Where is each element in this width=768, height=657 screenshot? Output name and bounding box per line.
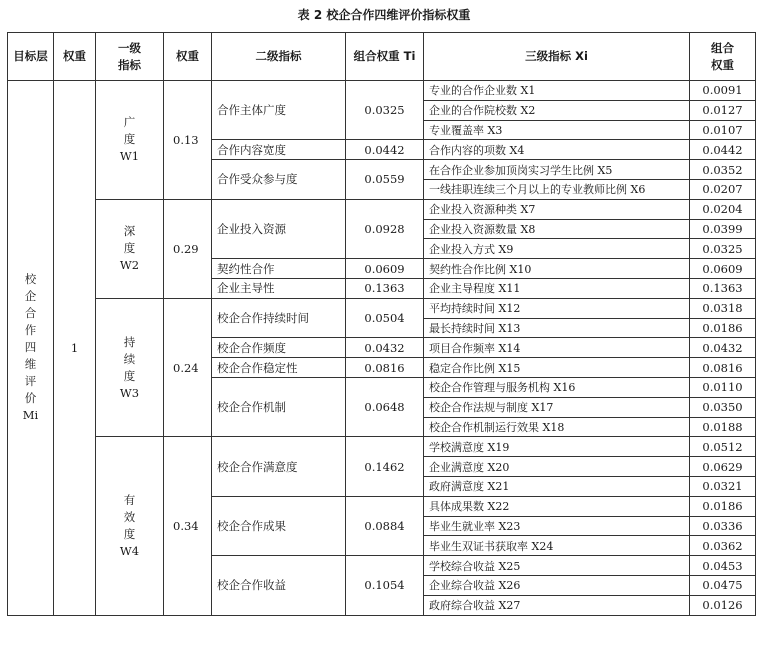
- level3-cell: 校企合作管理与服务机构 X16: [424, 377, 690, 397]
- level3-cell: 政府综合收益 X27: [424, 595, 690, 615]
- level1-char: 效: [123, 509, 136, 524]
- level3-weight-cell: 0.0091: [690, 81, 756, 101]
- level3-weight-cell: 0.0126: [690, 595, 756, 615]
- table-row: [8, 199, 756, 219]
- level2-weight-cell: 0.0432: [346, 338, 424, 358]
- target-char: 评: [24, 374, 37, 389]
- level3-cell: 企业的合作院校数 X2: [424, 100, 690, 120]
- level1-char: 度: [123, 526, 136, 541]
- target-char: 合: [24, 306, 37, 321]
- level3-cell: 企业投入资源数量 X8: [424, 219, 690, 239]
- target-char: 价: [24, 391, 37, 406]
- level2-weight-cell: 0.1363: [346, 278, 424, 298]
- header-level2: 二级指标: [212, 33, 346, 81]
- level3-cell: 专业覆盖率 X3: [424, 120, 690, 140]
- level3-cell: 学校满意度 X19: [424, 437, 690, 457]
- table-row: [8, 298, 756, 318]
- level3-cell: 学校综合收益 X25: [424, 556, 690, 576]
- level1-char: 深: [123, 224, 136, 239]
- level2-cell: 校企合作机制: [212, 377, 346, 436]
- level3-weight-cell: 0.0336: [690, 516, 756, 536]
- header-target-layer: 目标层: [8, 33, 54, 81]
- level3-cell: 毕业生双证书获取率 X24: [424, 536, 690, 556]
- header-level1-line1: 一级: [118, 40, 141, 55]
- level3-cell: 合作内容的项数 X4: [424, 140, 690, 160]
- level2-cell: 合作受众参与度: [212, 160, 346, 200]
- level1-char: 广: [123, 115, 136, 130]
- level3-cell: 一线挂职连续三个月以上的专业教师比例 X6: [424, 179, 690, 199]
- level1-char: W4: [119, 543, 140, 558]
- target-char: 四: [24, 340, 37, 355]
- level2-cell: 校企合作收益: [212, 556, 346, 615]
- table-row: [8, 437, 756, 457]
- level2-weight-cell: 0.0648: [346, 377, 424, 436]
- level3-weight-cell: 0.0186: [690, 496, 756, 516]
- level3-cell: 政府满意度 X21: [424, 476, 690, 496]
- level3-weight-cell: 0.0318: [690, 298, 756, 318]
- header-row: [8, 33, 756, 81]
- level3-weight-cell: 0.0629: [690, 457, 756, 477]
- target-char: 校: [24, 272, 37, 287]
- level3-weight-cell: 0.1363: [690, 278, 756, 298]
- target-layer-cell: [8, 81, 54, 616]
- level3-weight-cell: 0.0350: [690, 397, 756, 417]
- level2-weight-cell: 0.0609: [346, 259, 424, 279]
- level1-cell: [96, 437, 164, 615]
- level1-char: 度: [123, 368, 136, 383]
- level2-weight-cell: 0.1462: [346, 437, 424, 496]
- level3-weight-cell: 0.0609: [690, 259, 756, 279]
- level3-weight-cell: 0.0362: [690, 536, 756, 556]
- target-char: 作: [24, 323, 37, 338]
- level2-cell: 校企合作满意度: [212, 437, 346, 496]
- level1-cell: [96, 298, 164, 437]
- level3-cell: 企业满意度 X20: [424, 457, 690, 477]
- level2-weight-cell: 0.1054: [346, 556, 424, 615]
- header-combined-line1: 组合: [711, 40, 734, 55]
- level3-cell: 校企合作机制运行效果 X18: [424, 417, 690, 437]
- level3-weight-cell: 0.0432: [690, 338, 756, 358]
- level3-cell: 毕业生就业率 X23: [424, 516, 690, 536]
- level3-weight-cell: 0.0207: [690, 179, 756, 199]
- level3-weight-cell: 0.0127: [690, 100, 756, 120]
- target-char: Mi: [22, 408, 39, 423]
- target-weight-cell: 1: [54, 81, 96, 616]
- level3-cell: 企业综合收益 X26: [424, 575, 690, 595]
- level3-weight-cell: 0.0188: [690, 417, 756, 437]
- level1-weight-cell: 0.24: [164, 298, 212, 437]
- level2-weight-cell: 0.0884: [346, 496, 424, 555]
- table-caption: 表 2 校企合作四维评价指标权重: [297, 8, 471, 22]
- level3-cell: 契约性合作比例 X10: [424, 259, 690, 279]
- level1-char: 持: [123, 334, 136, 349]
- level2-cell: 合作主体广度: [212, 81, 346, 140]
- level2-cell: 契约性合作: [212, 259, 346, 279]
- level3-cell: 具体成果数 X22: [424, 496, 690, 516]
- header-combined-weight-ti: 组合权重 Ti: [346, 33, 424, 81]
- level2-cell: 企业主导性: [212, 278, 346, 298]
- level1-char: 续: [123, 351, 136, 366]
- level1-char: W2: [119, 258, 140, 273]
- level2-cell: 校企合作稳定性: [212, 358, 346, 378]
- header-level1: [96, 33, 164, 81]
- level2-cell: 校企合作持续时间: [212, 298, 346, 338]
- level3-weight-cell: 0.0399: [690, 219, 756, 239]
- level1-cell: [96, 81, 164, 200]
- table-row: [8, 81, 756, 101]
- level3-weight-cell: 0.0352: [690, 160, 756, 180]
- level3-cell: 平均持续时间 X12: [424, 298, 690, 318]
- level3-cell: 企业主导程度 X11: [424, 278, 690, 298]
- level2-weight-cell: 0.0559: [346, 160, 424, 200]
- level2-cell: 企业投入资源: [212, 199, 346, 258]
- level2-weight-cell: 0.0504: [346, 298, 424, 338]
- index-weight-table: [7, 32, 756, 616]
- level3-weight-cell: 0.0475: [690, 575, 756, 595]
- level1-char: 度: [123, 241, 136, 256]
- level3-weight-cell: 0.0512: [690, 437, 756, 457]
- level2-weight-cell: 0.0325: [346, 81, 424, 140]
- level2-cell: 校企合作成果: [212, 496, 346, 555]
- target-char: 企: [24, 289, 37, 304]
- level3-weight-cell: 0.0110: [690, 377, 756, 397]
- header-combined-weight: [690, 33, 756, 81]
- level3-cell: 最长持续时间 X13: [424, 318, 690, 338]
- target-char: 维: [24, 357, 37, 372]
- header-level1-line2: 指标: [118, 57, 141, 72]
- level3-weight-cell: 0.0204: [690, 199, 756, 219]
- header-weight: 权重: [54, 33, 96, 81]
- level1-char: W3: [119, 385, 140, 400]
- level1-weight-cell: 0.34: [164, 437, 212, 615]
- level2-cell: 校企合作频度: [212, 338, 346, 358]
- level3-cell: 项目合作频率 X14: [424, 338, 690, 358]
- level2-weight-cell: 0.0816: [346, 358, 424, 378]
- level3-weight-cell: 0.0107: [690, 120, 756, 140]
- header-level1-weight: 权重: [164, 33, 212, 81]
- level3-weight-cell: 0.0816: [690, 358, 756, 378]
- header-combined-line2: 权重: [711, 57, 734, 72]
- level3-weight-cell: 0.0325: [690, 239, 756, 259]
- level3-weight-cell: 0.0442: [690, 140, 756, 160]
- level1-weight-cell: 0.13: [164, 81, 212, 200]
- level2-weight-cell: 0.0442: [346, 140, 424, 160]
- level2-weight-cell: 0.0928: [346, 199, 424, 258]
- level3-cell: 企业投入资源种类 X7: [424, 199, 690, 219]
- header-level3: 三级指标 Xi: [424, 33, 690, 81]
- level3-weight-cell: 0.0453: [690, 556, 756, 576]
- level3-cell: 企业投入方式 X9: [424, 239, 690, 259]
- level3-weight-cell: 0.0186: [690, 318, 756, 338]
- level1-cell: [96, 199, 164, 298]
- level3-cell: 稳定合作比例 X15: [424, 358, 690, 378]
- level1-char: 度: [123, 132, 136, 147]
- level1-char: 有: [123, 492, 136, 507]
- level3-cell: 校企合作法规与制度 X17: [424, 397, 690, 417]
- level1-weight-cell: 0.29: [164, 199, 212, 298]
- level1-char: W1: [119, 149, 140, 164]
- level3-cell: 在合作企业参加顶岗实习学生比例 X5: [424, 160, 690, 180]
- level3-weight-cell: 0.0321: [690, 476, 756, 496]
- level3-cell: 专业的合作企业数 X1: [424, 81, 690, 101]
- level2-cell: 合作内容宽度: [212, 140, 346, 160]
